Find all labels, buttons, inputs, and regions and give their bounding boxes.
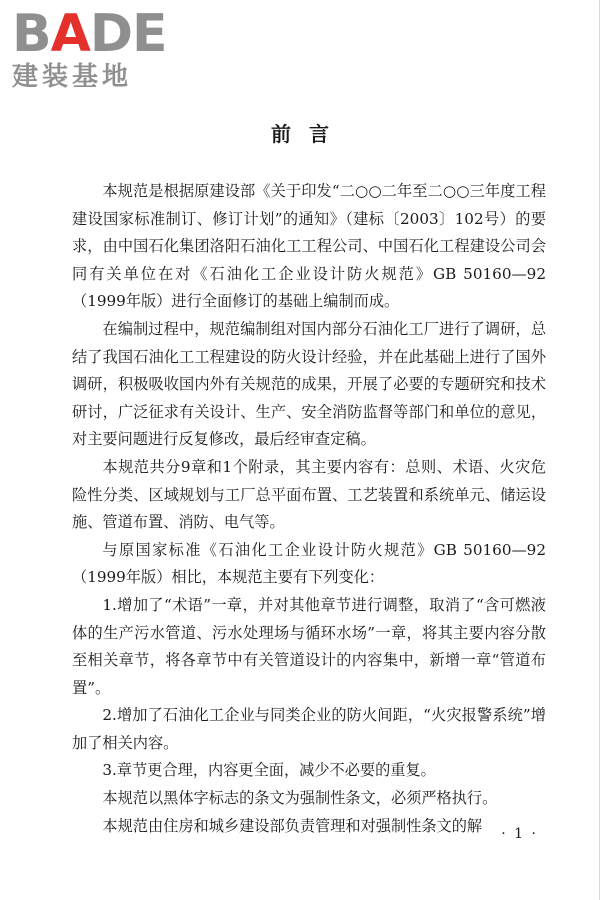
paragraph-mandatory: 本规范以黑体字标志的条文为强制性条文，必须严格执行。 (102, 789, 498, 808)
paragraph-change-2: 2.增加了石油化工企业与同类企业的防火间距，“火灾报警系统”增加了相关内容。 (72, 706, 546, 752)
document-body (72, 178, 546, 840)
page-title: 前言 (271, 122, 347, 146)
logo-letter-a-accent: A (50, 4, 90, 64)
paragraph-origin: 本规范是根据原建设部《关于印发“二○○二年至二○○三年度工程建设国家标准制订、修订计划”的通知》（建标〔2003〕102号）的要求，由中国石化集团洛阳石油化工工程公司、中国石化工程建设公司会同有关单位在对《石油化工企业设计防火规范》GB 50160—92（1999年版）进行全面修订的基础上编制而成。 (72, 182, 546, 311)
paragraph-changes-intro: 与原国家标准《石油化工企业设计防火规范》GB 50160—92（1999年版）相比，本规范主要有下列变化： (72, 540, 546, 587)
paragraph-change-3: 3.章节更合理，内容更全面，减少不必要的重复。 (102, 761, 436, 780)
paragraph-process: 在编制过程中，规范编制组对国内部分石油化工厂进行了调研，总结了我国石油化工工程建设的防火设计经验，并在此基础上进行了国外调研，积极吸收国内外有关规范的成果，开展了必要的专题研究和技术研讨，广泛征求有关设计、生产、安全消防监督等部门和单位的意见，对主要问题进行反复修改，最后经审查定稿。 (72, 319, 546, 449)
paragraph-change-1: 1.增加了“术语”一章，并对其他章节进行调整，取消了“含可燃液体的生产污水管道、污水处理场与循环水场”一章，将其主要内容分散至相关章节，将各章节中有关管道设计的内容集中，新增一章“管道布置”。 (72, 595, 546, 697)
page-number: · 1 · (501, 826, 538, 842)
bade-logo (12, 4, 182, 92)
logo-letters-de: DE (89, 4, 167, 64)
logo-subtitle: 建装基地 (12, 62, 133, 92)
paragraph-management: 本规范由住房和城乡建设部负责管理和对强制性条文的解 (102, 816, 483, 835)
logo-letter-b: B (12, 4, 51, 64)
logo-wordmark (12, 4, 182, 64)
paragraph-contents: 本规范共分9章和1个附录，其主要内容有：总则、术语、火灾危险性分类、区域规划与工厂总平面布置、工艺装置和系统单元、储运设施、管道布置、消防、电气等。 (72, 457, 546, 532)
